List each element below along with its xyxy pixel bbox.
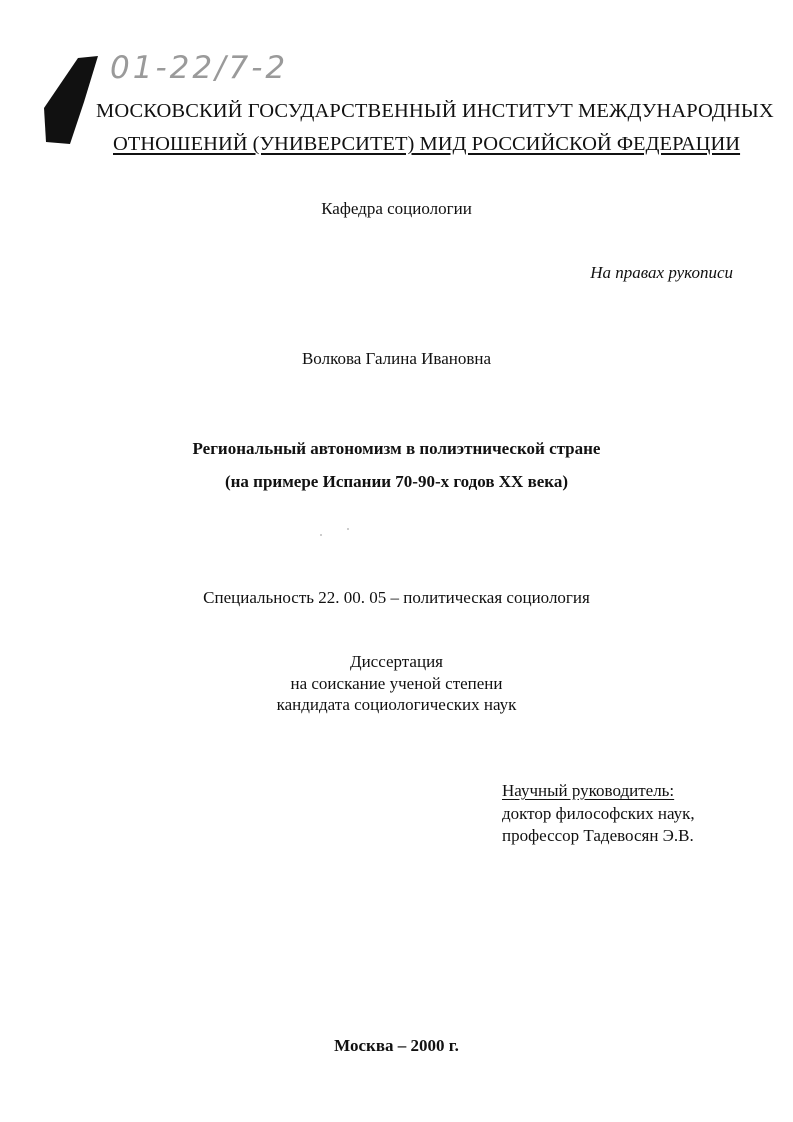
advisor-degree: доктор философских наук, — [502, 804, 695, 823]
shelfmark-number: 01-22/7-2 — [110, 50, 289, 86]
manuscript-rights: На правах рукописи — [590, 263, 733, 282]
specialty: Специальность 22. 00. 05 – политическая социология — [203, 588, 590, 607]
city-year: Москва – 2000 г. — [334, 1036, 459, 1055]
department: Кафедра социологии — [321, 199, 472, 218]
advisor-name: профессор Тадевосян Э.В. — [502, 826, 694, 845]
dissertation-degree: кандидата социологических наук — [276, 695, 517, 714]
advisor-label: Научный руководитель: — [502, 781, 675, 800]
dissertation-label: Диссертация — [349, 652, 443, 671]
scan-speck — [347, 528, 349, 530]
institution-line-1: МОСКОВСКИЙ ГОСУДАРСТВЕННЫЙ ИНСТИТУТ МЕЖДУНАРОДНЫХ — [96, 100, 774, 122]
scan-speck — [320, 534, 322, 536]
thesis-title-line-1: Региональный автономизм в полиэтнической стране — [192, 439, 601, 458]
dissertation-purpose: на соискание ученой степени — [290, 674, 503, 693]
thesis-title-line-2: (на примере Испании 70-90-х годов XX века) — [224, 472, 569, 491]
author-name: Волкова Галина Ивановна — [301, 349, 492, 368]
archive-stamp-mark — [40, 56, 102, 146]
institution-line-2: ОТНОШЕНИЙ (УНИВЕРСИТЕТ) МИД РОССИЙСКОЙ ФЕДЕРАЦИИ — [113, 133, 741, 155]
